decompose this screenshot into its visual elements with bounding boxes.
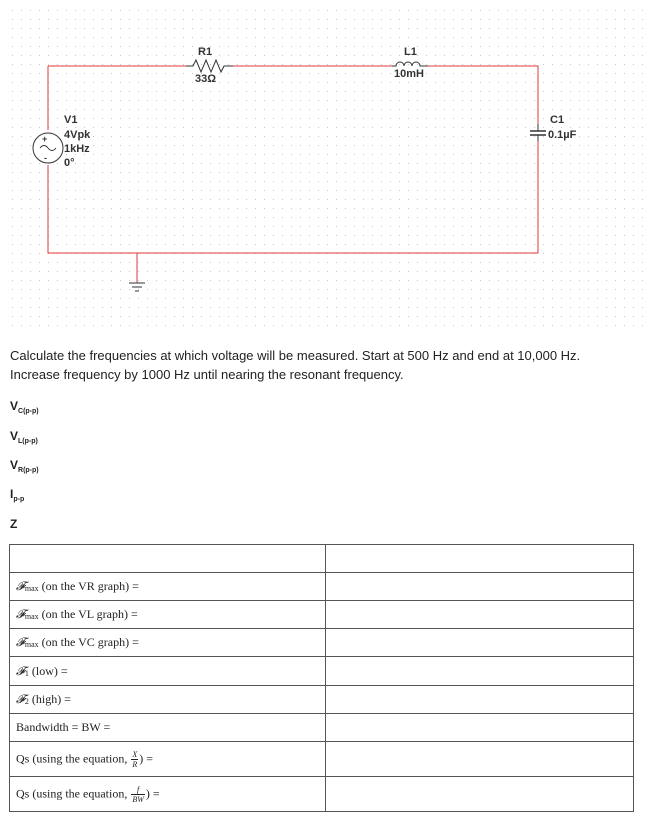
capacitor-name: C1 (550, 114, 565, 126)
bandwidth-label: Bandwidth = BW = (10, 714, 326, 742)
ac-voltage-source (33, 133, 63, 163)
capacitor-value: 0.1µF (548, 129, 577, 141)
table-row-f1 (10, 657, 634, 686)
measurement-vr: $V_{R(p-p)}$ (10, 458, 39, 474)
fraction-f-over-bw: $\frac{f}{BW}$ (132, 784, 144, 804)
table-cell-empty (10, 545, 326, 573)
fmax-vr-label: 𝓕max (on the VR graph) = (10, 573, 326, 601)
instructions-line-1: Calculate the frequencies at which voltage will be measured. Start at 500 Hz and end at 10,000 Hz. (10, 348, 581, 363)
results-table (9, 544, 634, 812)
table-row-qs-fbw (10, 777, 634, 812)
inductor-name: L1 (404, 46, 417, 58)
inductor-symbol (392, 62, 428, 66)
resistor-name: R1 (198, 46, 213, 58)
measurement-vl: $V_{L(p-p)}$ (10, 429, 38, 445)
table-row-f2 (10, 686, 634, 714)
fmax-vc-answer[interactable] (326, 629, 634, 657)
table-row-fmax-vl (10, 601, 634, 629)
table-cell-empty (326, 545, 634, 573)
source-phase: 0° (64, 157, 75, 169)
fmax-vc-label: 𝓕max (on the VC graph) = (10, 629, 326, 657)
source-name: V1 (64, 114, 78, 126)
measurement-vc: $V_{C(p-p)}$ (10, 399, 39, 415)
source-amplitude: 4Vpk (64, 129, 91, 141)
f2-answer[interactable] (326, 686, 634, 714)
schematic-grid (12, 10, 643, 326)
svg-text:+: + (42, 134, 48, 144)
qs-fbw-answer[interactable] (326, 777, 634, 812)
ground-symbol (129, 253, 145, 291)
source-frequency: 1kHz (64, 143, 90, 155)
f2-label: 𝓕2 (high) = (10, 686, 326, 714)
qs-xr-label: Qs (using the equation, $\frac{X}{R}$ ) = (10, 742, 326, 777)
svg-text:-: - (44, 153, 47, 163)
circuit-schematic (0, 0, 661, 335)
table-row-header (10, 545, 634, 573)
table-row-fmax-vr (10, 573, 634, 601)
resistor-symbol (186, 60, 233, 72)
f1-answer[interactable] (326, 657, 634, 686)
fmax-vr-answer[interactable] (326, 573, 634, 601)
bandwidth-answer[interactable] (326, 714, 634, 742)
instructions-paragraph (10, 346, 650, 384)
inductor-value: 10mH (394, 68, 424, 80)
resistor-value: 33Ω (195, 73, 217, 85)
measurement-z: Z (10, 517, 18, 531)
table-row-bandwidth (10, 714, 634, 742)
capacitor-symbol (530, 124, 546, 141)
fraction-x-over-r: $\frac{X}{R}$ (132, 749, 138, 769)
qs-xr-answer[interactable] (326, 742, 634, 777)
measurement-i: $I_{p-p}$ (10, 487, 25, 503)
instructions-line-2: Increase frequency by 1000 Hz until nearing the resonant frequency. (10, 367, 404, 382)
fmax-vl-answer[interactable] (326, 601, 634, 629)
table-row-fmax-vc (10, 629, 634, 657)
circuit-wires (48, 66, 538, 253)
qs-fbw-label: Qs (using the equation, $\frac{f}{BW}$ ) = (10, 777, 326, 812)
table-row-qs-xr (10, 742, 634, 777)
f1-label: 𝓕1 (low) = (10, 657, 326, 686)
fmax-vl-label: 𝓕max (on the VL graph) = (10, 601, 326, 629)
